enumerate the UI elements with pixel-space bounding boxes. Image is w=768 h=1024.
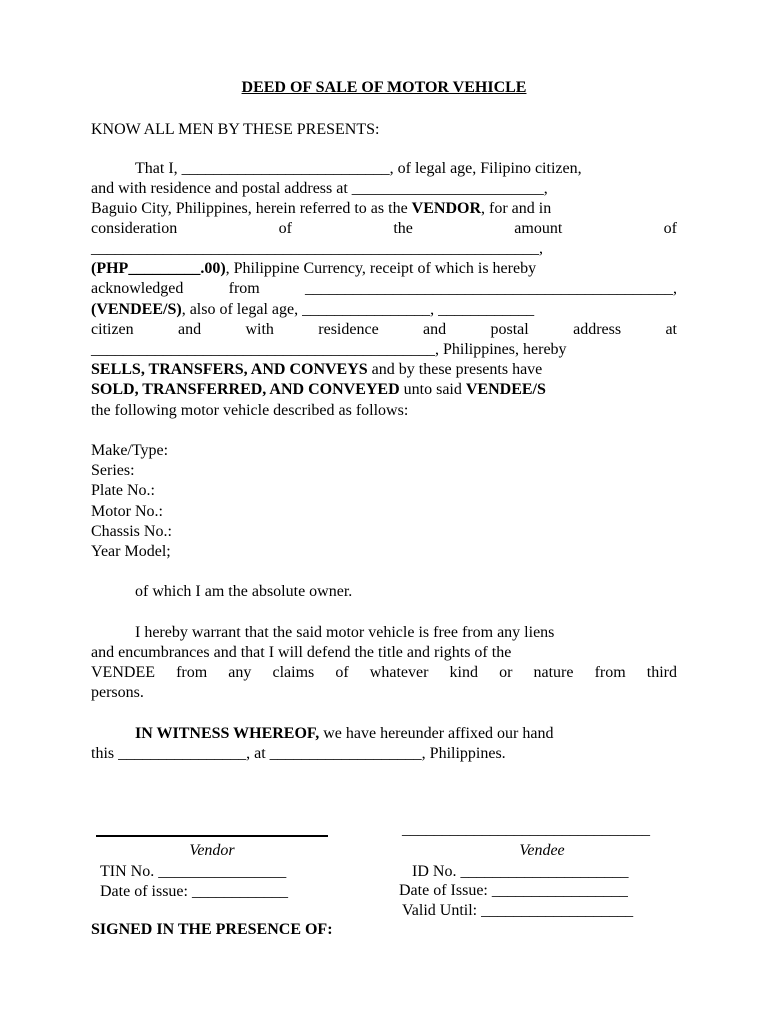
warranty-line2: and encumbrances and that I will defend the title and rights of the xyxy=(91,644,512,661)
field-chassis-no: Chassis No.: xyxy=(91,523,172,540)
signed-presence-heading: SIGNED IN THE PRESENCE OF: xyxy=(91,921,333,938)
consideration-text: consideration of the amount of xyxy=(91,220,677,237)
vendee-valid-until: Valid Until: ___________________ xyxy=(402,902,634,919)
witness-line1: IN WITNESS WHEREOF, we have hereunder affixed our hand xyxy=(135,725,554,742)
owner-statement: of which I am the absolute owner. xyxy=(135,583,353,600)
para1-line4 xyxy=(91,219,677,239)
para1-line7: acknowledged from ______________________________________________, xyxy=(91,280,677,297)
vendee-id-field: ID No. _____________________ xyxy=(412,863,629,880)
field-series: Series: xyxy=(91,462,135,479)
para1-line3: Baguio City, Philippines, herein referred to as the VENDOR, for and in xyxy=(91,200,552,217)
field-year-model: Year Model; xyxy=(91,543,171,560)
para1-line6: (PHP_________.00), Philippine Currency, receipt of which is hereby xyxy=(91,260,537,277)
witness-line2: this ________________, at ___________________, Philippines. xyxy=(91,745,506,762)
vendor-date-of-issue: Date of issue: ____________ xyxy=(100,883,288,900)
para1-line2: and with residence and postal address at ________________________, xyxy=(91,180,548,197)
vendor-label: Vendor xyxy=(189,842,235,859)
para1-line10: ___________________________________________, Philippines, hereby xyxy=(91,341,567,358)
para1-line1: That I, __________________________, of legal age, Filipino citizen, xyxy=(135,160,582,177)
para1-line11: SELLS, TRANSFERS, AND CONVEYS and by these presents have xyxy=(91,361,543,378)
know-all-heading: KNOW ALL MEN BY THESE PRESENTS: xyxy=(91,121,380,138)
para1-line13: the following motor vehicle described as follows: xyxy=(91,402,409,419)
para1-line8: (VENDEE/S), also of legal age, ________________, ____________ xyxy=(91,301,535,318)
para1-line9: citizen and with residence and postal address at xyxy=(91,321,677,338)
para1-line12: SOLD, TRANSFERRED, AND CONVEYED unto said VENDEE/S xyxy=(91,381,546,398)
vendor-tin-field: TIN No. ________________ xyxy=(100,863,287,880)
warranty-line4: persons. xyxy=(91,684,144,701)
warranty-line3: VENDEE from any claims of whatever kind or nature from third xyxy=(91,664,677,681)
vendor-signature-line xyxy=(96,835,328,837)
warranty-line1: I hereby warrant that the said motor vehicle is free from any liens xyxy=(135,624,555,641)
vendee-date-of-issue: Date of Issue: _________________ xyxy=(399,882,628,899)
field-make-type: Make/Type: xyxy=(91,442,169,459)
para1-line5: ________________________________________________________, xyxy=(91,240,543,257)
vendee-signature-line: _______________________________ xyxy=(402,821,650,838)
field-plate-no: Plate No.: xyxy=(91,482,155,499)
field-motor-no: Motor No.: xyxy=(91,503,163,520)
document-title: DEED OF SALE OF MOTOR VEHICLE xyxy=(241,79,527,96)
vendee-label: Vendee xyxy=(519,842,565,859)
